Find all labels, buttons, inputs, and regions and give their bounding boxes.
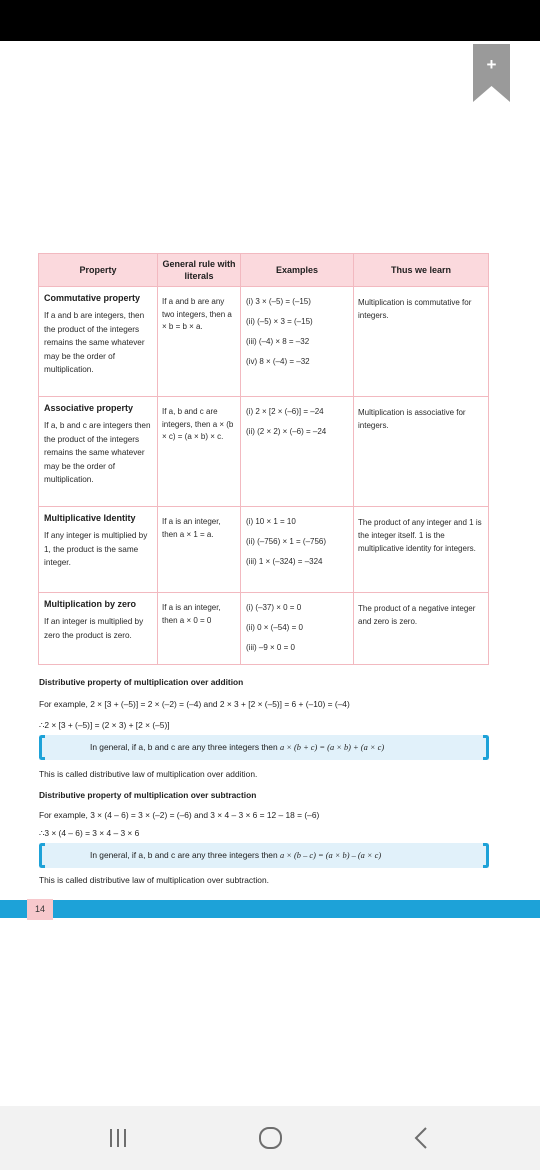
column-header-property: Property xyxy=(39,254,158,287)
examples-cell xyxy=(241,507,354,593)
distributive-addition-conclusion: This is called distributive law of multiplication over addition. xyxy=(39,769,258,779)
property-cell xyxy=(39,287,158,397)
rule-cell: If a and b are any two integers, then a × b = b × a. xyxy=(158,287,241,397)
recents-icon xyxy=(98,1124,138,1152)
navigation-bar xyxy=(0,1106,540,1170)
page-number: 14 xyxy=(27,899,53,920)
note-formula: a × (b – c) = (a × b) – (a × c) xyxy=(279,851,382,860)
bookmark-add-button[interactable] xyxy=(473,44,510,102)
examples-cell xyxy=(241,287,354,397)
property-cell xyxy=(39,593,158,665)
note-prefix: In general, if a, b and c are any three integers then xyxy=(90,850,278,860)
note-formula: a × (b + c) = (a × b) + (a × c) xyxy=(279,743,385,752)
back-button[interactable] xyxy=(400,1124,440,1152)
example-line: (ii) (2 × 2) × (–6) = –24 xyxy=(246,427,327,436)
distributive-addition-example: For example, 2 × [3 + (–5)] = 2 × (–2) = (–4) and 2 × 3 + [2 × (–5)] = 6 + (–10) = (–4) xyxy=(39,699,350,709)
home-button[interactable] xyxy=(250,1124,290,1152)
note-bracket-right xyxy=(483,735,489,760)
multiplication-properties-table xyxy=(38,253,489,665)
example-line: (iv) 8 × (–4) = –32 xyxy=(246,357,310,366)
distributive-addition-therefore: ∴2 × [3 + (–5)] = (2 × 3) + [2 × (–5)] xyxy=(39,720,170,730)
column-header-examples: Examples xyxy=(241,254,354,287)
example-line: (i) 2 × [2 × (–6)] = –24 xyxy=(246,407,324,416)
table-row xyxy=(39,507,489,593)
bookmark-plus-glyph: + xyxy=(486,55,497,74)
distributive-subtraction-heading: Distributive property of multiplication over subtraction xyxy=(39,790,257,800)
table-row xyxy=(39,593,489,665)
note-bracket-right xyxy=(483,843,489,868)
examples-cell xyxy=(241,593,354,665)
learn-cell: The product of a negative integer and zero is zero. xyxy=(354,593,489,665)
property-cell xyxy=(39,507,158,593)
note-prefix: In general, if a, b and c are any three integers then xyxy=(90,742,278,752)
table-row xyxy=(39,397,489,507)
back-icon xyxy=(400,1124,440,1152)
rule-cell: If a is an integer, then a × 1 = a. xyxy=(158,507,241,593)
footer-bar xyxy=(0,900,540,918)
rule-cell: If a, b and c are integers, then a × (b × c) = (a × b) × c. xyxy=(158,397,241,507)
example-line: (ii) 0 × (–54) = 0 xyxy=(246,623,303,632)
property-description: If a and b are integers, then the product of the integers remains the same whatever may be the order of multiplication. xyxy=(44,311,145,375)
distributive-subtraction-conclusion: This is called distributive law of multiplication over subtraction. xyxy=(39,875,269,885)
example-line: (i) 3 × (–5) = (–15) xyxy=(246,297,311,306)
distributive-subtraction-therefore: ∴3 × (4 – 6) = 3 × 4 – 3 × 6 xyxy=(39,828,140,838)
example-line: (iii) 1 × (–324) = –324 xyxy=(246,557,323,566)
property-title: Associative property xyxy=(44,403,134,413)
property-title: Commutative property xyxy=(44,293,141,303)
learn-cell: Multiplication is commutative for integers. xyxy=(354,287,489,397)
status-bar xyxy=(0,0,540,41)
property-title: Multiplicative Identity xyxy=(44,513,136,523)
column-header-thus-we-learn: Thus we learn xyxy=(354,254,489,287)
example-line: (i) 10 × 1 = 10 xyxy=(246,517,296,526)
property-description: If any integer is multiplied by 1, the product is the same integer. xyxy=(44,531,148,568)
example-line: (ii) (–5) × 3 = (–15) xyxy=(246,317,313,326)
note-bracket-left xyxy=(39,843,45,868)
note-text xyxy=(90,850,381,860)
rule-cell: If a is an integer, then a × 0 = 0 xyxy=(158,593,241,665)
table-header-row xyxy=(39,254,489,287)
property-cell xyxy=(39,397,158,507)
example-line: (ii) (–756) × 1 = (–756) xyxy=(246,537,327,546)
distributive-addition-note xyxy=(39,735,489,760)
example-line: (iii) (–4) × 8 = –32 xyxy=(246,337,310,346)
note-bracket-left xyxy=(39,735,45,760)
distributive-addition-heading: Distributive property of multiplication over addition xyxy=(39,677,244,687)
property-description: If a, b and c are integers then the product of the integers remains the same whatever may be the order of multiplication. xyxy=(44,421,151,485)
recents-button[interactable] xyxy=(98,1124,138,1152)
column-header-general-rule: General rule with literals xyxy=(158,254,241,287)
example-line: (i) (–37) × 0 = 0 xyxy=(246,603,302,612)
property-title: Multiplication by zero xyxy=(44,599,137,609)
property-description: If an integer is multiplied by zero the product is zero. xyxy=(44,617,144,640)
distributive-subtraction-example: For example, 3 × (4 – 6) = 3 × (–2) = (–6) and 3 × 4 – 3 × 6 = 12 – 18 = (–6) xyxy=(39,810,320,820)
distributive-subtraction-note xyxy=(39,843,489,868)
home-icon xyxy=(250,1124,290,1152)
table-row xyxy=(39,287,489,397)
note-text xyxy=(90,742,384,752)
example-line: (iii) –9 × 0 = 0 xyxy=(246,643,295,652)
learn-cell: The product of any integer and 1 is the integer itself. 1 is the multiplicative identity for integers. xyxy=(354,507,489,593)
learn-cell: Multiplication is associative for integers. xyxy=(354,397,489,507)
examples-cell xyxy=(241,397,354,507)
